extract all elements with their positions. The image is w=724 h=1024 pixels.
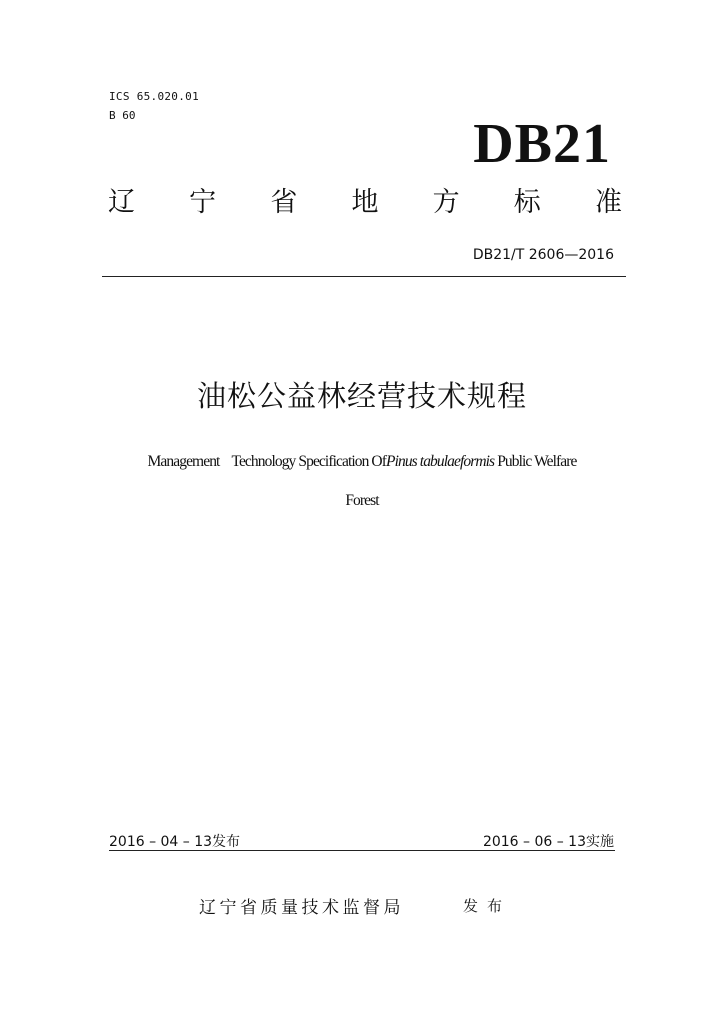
ccs-code: B 60	[109, 109, 136, 122]
issue-date: 2016 – 04 – 13发布	[109, 834, 241, 850]
title-english-part3: Public Welfare	[497, 453, 577, 470]
standard-type-char: 方	[432, 187, 460, 218]
standard-type-char: 准	[594, 187, 622, 218]
title-chinese: 油松公益林经营技术规程	[196, 379, 527, 413]
date-divider	[109, 850, 615, 851]
standard-number: DB21/T 2606—2016	[472, 247, 614, 263]
standard-type-char: 省	[270, 187, 298, 218]
implementation-date: 2016 – 06 – 13实施	[482, 834, 614, 850]
standard-type-char: 标	[513, 187, 541, 218]
ics-code: ICS 65.020.01	[109, 90, 199, 103]
title-english-line2: Forest	[345, 492, 379, 509]
title-english-part1: Management	[147, 453, 220, 470]
publish-label: 发布	[463, 897, 512, 915]
title-english	[95, 452, 629, 472]
standard-type-char: 宁	[189, 187, 217, 218]
standard-type-heading	[108, 186, 622, 220]
standard-code-mark: DB21	[473, 113, 611, 175]
standard-type-char: 辽	[108, 187, 135, 218]
title-english-species: Pinus tabulaeformis	[386, 453, 495, 470]
standard-type-char: 地	[351, 187, 379, 218]
title-english-part2: Technology Specification Of	[231, 453, 386, 470]
header-divider	[102, 276, 626, 277]
publisher-name: 辽宁省质量技术监督局	[199, 898, 404, 918]
